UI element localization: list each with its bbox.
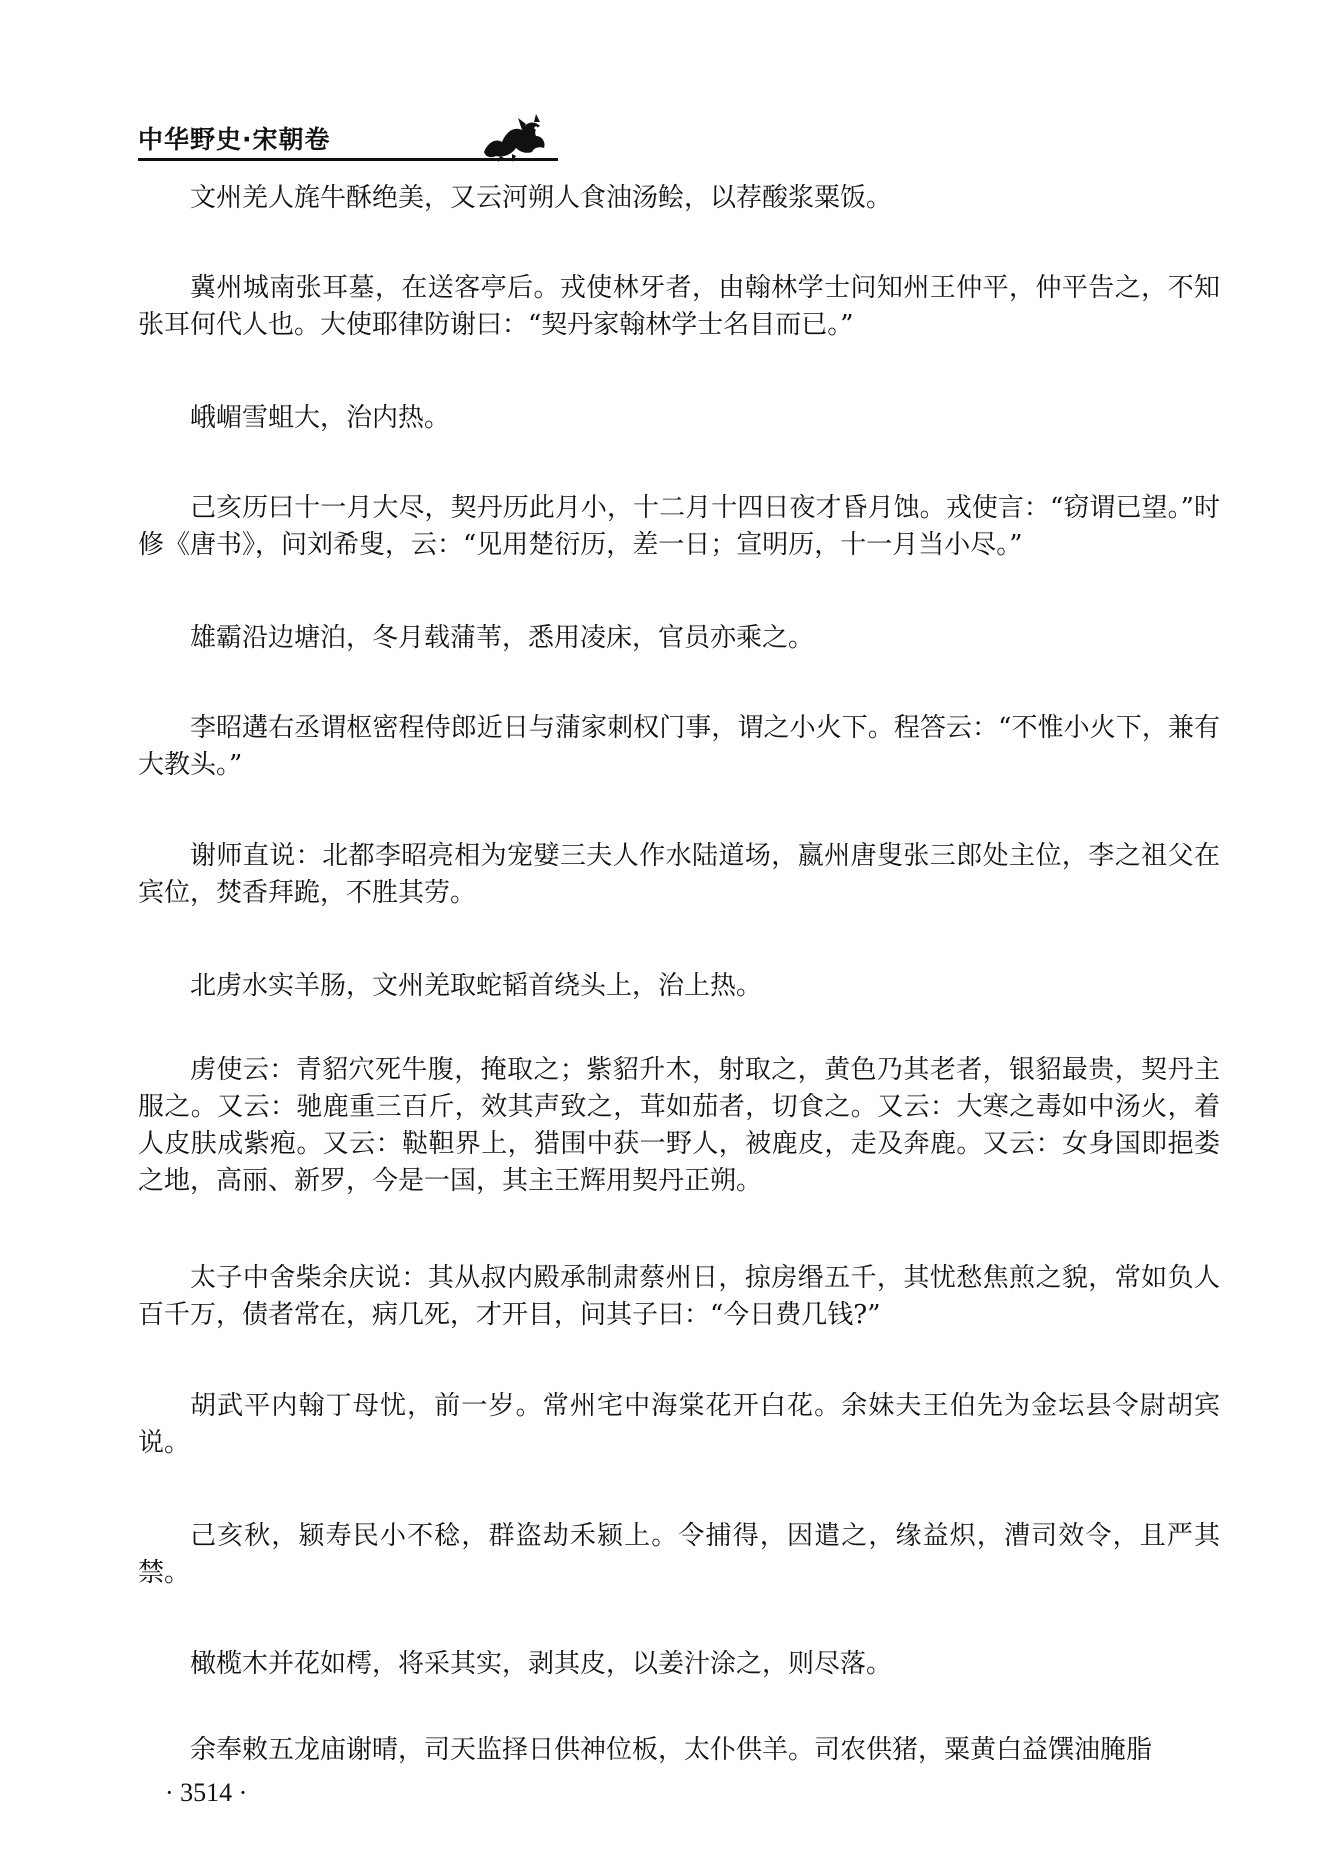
paragraph: 己亥秋，颍寿民小不稔，群盗劫禾颍上。令捕得，因遣之，缘益炽，漕司效令，且严其禁。 xyxy=(138,1521,1220,1588)
paragraph: 雄霸沿边塘泊，冬月载蒲苇，悉用凌床，官员亦乘之。 xyxy=(190,623,815,653)
paragraph: 文州羌人旄牛酥绝美，又云河朔人食油汤鲙，以荐酸浆粟饭。 xyxy=(190,183,893,213)
paragraph: 余奉敕五龙庙谢晴，司天监择日供神位板，太仆供羊。司农供猪，粟黄白益馔油腌脂 xyxy=(190,1735,1153,1765)
page-header xyxy=(138,112,1238,166)
dragon-logo-icon xyxy=(478,112,550,164)
header-rule xyxy=(138,158,558,161)
paragraph: 太子中舍柴余庆说：其从叔内殿承制肃蔡州日，掠房缗五千，其忧愁焦煎之貌，常如负人百千万，债者常在，病几死，才开目，问其子曰：“今日费几钱?” xyxy=(138,1263,1220,1330)
paragraph: 谢师直说：北都李昭亮相为宠嬖三夫人作水陆道场，嬴州唐叟张三郎处主位，李之祖父在宾位，焚香拜跪，不胜其劳。 xyxy=(138,841,1220,908)
header-title: 中华野史·宋朝卷 xyxy=(138,125,331,154)
paragraph: 峨嵋雪蛆大，治内热。 xyxy=(190,403,451,433)
paragraph: 冀州城南张耳墓，在送客亭后。戎使林牙者，由翰林学士问知州王仲平，仲平告之，不知张耳何代人也。大使耶律防谢曰：“契丹家翰林学士名目而已。” xyxy=(138,273,1220,340)
paragraph: 己亥历曰十一月大尽，契丹历此月小，十二月十四日夜才昏月蚀。戎使言：“窃谓已望。”时修《唐书》，问刘希叟，云：“见用楚衍历，差一日；宣明历，十一月当小尽。” xyxy=(138,493,1220,560)
paragraph: 胡武平内翰丁母忧，前一岁。常州宅中海棠花开白花。余妹夫王伯先为金坛县令尉胡宾说。 xyxy=(138,1391,1220,1458)
paragraph: 北虏水实羊肠，文州羌取蛇韬首绕头上，治上热。 xyxy=(190,971,763,1001)
paragraph: 橄榄木并花如樗，将采其实，剥其皮，以姜汁涂之，则尽落。 xyxy=(190,1649,893,1679)
paragraph: 虏使云：青貂穴死牛腹，掩取之；紫貂升木，射取之，黄色乃其老者，银貂最贵，契丹主服之。又云：驰鹿重三百斤，效其声致之，茸如茄者，切食之。又云：大寒之毒如中汤火，着人皮肤成紫疱。又云：鞑靼界上，猎围中获一野人，被鹿皮，走及奔鹿。又云：女身国即挹娄之地，高丽、新罗，今是一国，其主王辉用契丹正朔。 xyxy=(138,1055,1220,1196)
page-number: · 3514 · xyxy=(165,1778,248,1807)
paragraph: 李昭遘右丞谓枢密程侍郎近日与蒲家刺权门事，谓之小火下。程答云：“不惟小火下，兼有大教头。” xyxy=(138,713,1220,780)
